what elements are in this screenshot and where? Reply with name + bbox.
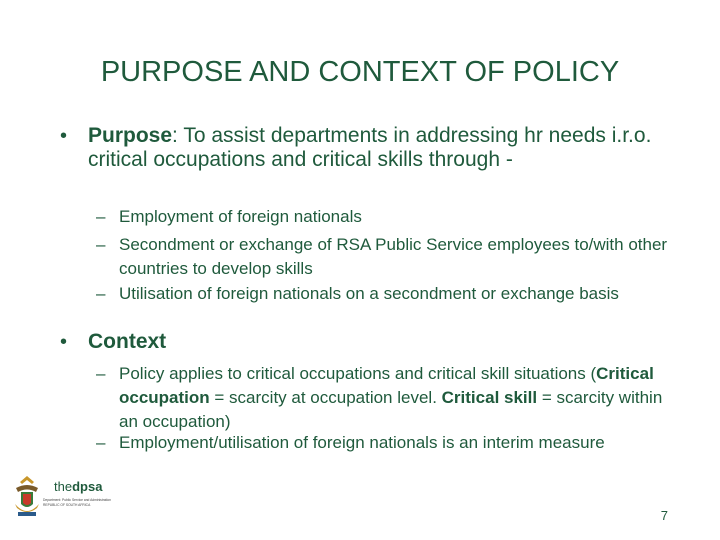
bullet-lead: Purpose bbox=[88, 124, 173, 147]
subitem-text: Secondment or exchange of RSA Public Service employees to/with other countries to develop skills bbox=[119, 235, 668, 278]
subitem bbox=[96, 205, 676, 229]
text-run: Policy applies to critical occupations and critical skill situations ( bbox=[119, 364, 597, 383]
page-number: 7 bbox=[660, 508, 668, 523]
bold-term: Critical occupation bbox=[119, 364, 654, 407]
text-run: = scarcity at occupation level. bbox=[209, 388, 442, 407]
dash-marker: – bbox=[96, 207, 106, 226]
dash-marker: – bbox=[96, 433, 106, 452]
coat-of-arms-icon bbox=[12, 474, 42, 518]
bullet-context bbox=[60, 330, 670, 354]
bullet-body: : To assist departments in addressing hr needs i.r.o. critical occupations and critical skills through - bbox=[88, 124, 652, 171]
logo-wordmark: thedpsa bbox=[54, 479, 103, 494]
logo-tagline: Department: Public Service and Administration REPUBLIC OF SOUTH AFRICA bbox=[43, 498, 111, 507]
text-run: = scarcity within an occupation) bbox=[119, 388, 663, 431]
bullet-purpose bbox=[60, 124, 670, 172]
subitem bbox=[96, 362, 676, 434]
bullet-marker: • bbox=[60, 331, 68, 353]
subitem-text bbox=[119, 362, 676, 434]
subitem bbox=[96, 431, 676, 455]
bullet-text bbox=[88, 330, 670, 354]
dpsa-logo bbox=[12, 474, 112, 522]
bullet-lead: Context bbox=[88, 330, 167, 353]
subitem-text: Utilisation of foreign nationals on a secondment or exchange basis bbox=[119, 284, 619, 303]
subitem bbox=[96, 233, 676, 281]
dash-marker: – bbox=[96, 364, 106, 383]
subitem bbox=[96, 282, 676, 306]
subitem-text: Employment/utilisation of foreign nationals is an interim measure bbox=[119, 433, 605, 452]
bold-term: Critical skill bbox=[441, 388, 538, 407]
dash-marker: – bbox=[96, 284, 106, 303]
dash-marker: – bbox=[96, 235, 106, 254]
bullet-marker: • bbox=[60, 125, 68, 147]
slide-title: PURPOSE AND CONTEXT OF POLICY bbox=[100, 56, 620, 88]
bullet-text bbox=[88, 124, 670, 172]
subitem-text: Employment of foreign nationals bbox=[119, 207, 362, 226]
